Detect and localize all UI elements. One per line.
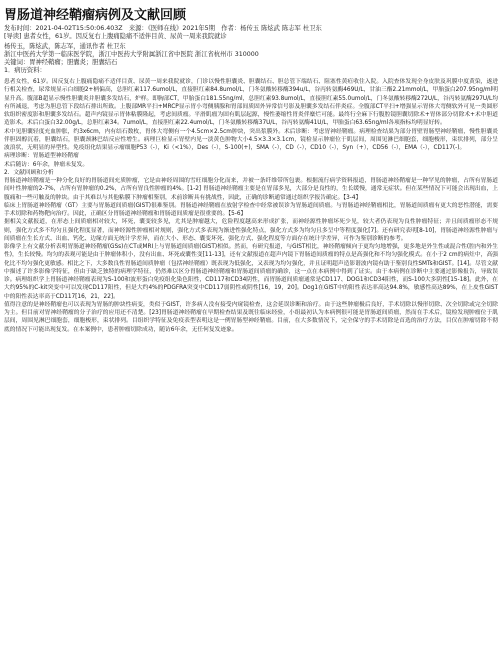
keywords-line: 关键词：胃神经鞘瘤；胆囊炎；胆囊结石 xyxy=(4,59,118,66)
section-heading-2: 2．文献回顾和分析 xyxy=(4,169,54,176)
article-body xyxy=(4,78,498,334)
authors-line: 杨传玉，陈炫武，陈志军，通讯作者 杜卫东 xyxy=(4,43,126,50)
affiliation-line: 浙江中医药大学第一临床医学院，浙江中医药大学附属浙江省中医院 浙江省杭州市 310000 xyxy=(4,51,259,58)
paragraph-case-history: 患者女性，61岁。因反复右上腹痛隐痛不适伴目黄、尿黄一周来我院就诊，门诊以慢性胆囊炎、胆囊结石、胆总管下端结石、阻塞性黄疸收住入院。入院查体发现全身皮肤及巩膜中度黄染，遂进行相关检查，尿常规显示白细胞2+柄偏高，总胆红素117.6umol/L，直接胆红素84.8umol/L，门冬氨酸转移酶394u/L，谷丙转氨酶469U/L，甘油三酯2.21mmol/L，甲胎蛋白207.95ng/ml明显升高。腹部B超显示慢性胆囊炎并胆囊多发结石，炉样。即胸部CT，甲胎蛋白181.55ng/ml，总胆红素93.8umol/L，直接胆红素55.0umol/L，门冬氨酸转移酶272U/L，谷丙转氨酶297U/L均有所减退，考虑为胆总管下段结石排出所致。上腹部MR平扫+MRCP显示胃小弯侧胰腺和胃部间质固外异常信号影及胆囊多发结石伴炎症。全腹部CT平扫+增强显示胃体大弯侧软外可见一类圆形软组织密度影和胆囊多发结石。超声内镜显示胃体粘膜隆起，考虑间质瘤。平滑肌瘤为固有肌层起源，慢性萎缩性胃炎伴糜烂可能。最终行全麻下行腹腔镜胆囊切除术+胃体部分切除术+术中胆道造影术。术后白蛋白32.00g/L，总胆红素34。7umol/L，直接胆红素22.4umol/L，门冬氨酸转移酶37U/L，谷丙转氨酶41U/L，甲胎蛋白63.65ng/ml各项指标均明显好转。 xyxy=(4,79,498,127)
article-title: 胃肠道神经鞘瘤病例及文献回顾 xyxy=(4,8,187,23)
publication-line: 发布时间：2021-04-02T15:50:06.403Z 来源：《医师在线》2021年5期 作者：杨传玉 陈炫武 陈志军 杜卫东 xyxy=(4,25,322,32)
paragraph-followup: 术后随访：6年余，肿瘤未复发。 xyxy=(4,161,89,168)
paragraph-diagnosis: 病理诊断：胃肠道型神经鞘瘤 xyxy=(4,153,79,160)
paragraph-review-1: 胃肠道神经鞘瘤是一种分化良好的胃肠道间充质肿瘤，它是由神经周围的雪旺细胞分化而来，并被一条纤维带所包裹。根据流行病学资料报道，胃肠道神经鞘瘤是一种罕见的肿瘤，占所有胃肠道间叶性肿瘤的2-7%，占所有胃肿瘤的0.2%，占所有胃良性肿瘤的4%。[1-2] 胃肠道神经鞘瘤主要是在胃部多见，大部分是良性的，生长缓慢，通常无症状。但在某些情况下可能会出现出血，上腹痛和一些可触及的肿块。由于其难以与其他粘膜下肿瘤相鉴别，术前诊断具有挑战性，因此，正确的诊断通常通过组织学报告确定。【3-4】 xyxy=(4,178,498,201)
section-heading-1: 1．病历资料： xyxy=(4,67,46,74)
paragraph-review-5: 值得注意的是神经鞘瘤也可以表现为胃肠的肿块性病变，类似于GIST，许多病人没有接受内窥镜检查，这会延误诊断和治疗。由于这些肿瘤极后良好，手术切除以慢形切除、次全切除或完全切除为主。但目前对胃神经鞘瘤的分子治疗的应用还不清楚。[23]胃肠道神经鞘瘤在早期检查结果及既往临床经验，小组最初认为本病例很可能是胃肠道间质瘤，然而在手术后，镜检发现肿瘤位于肌层间，周围见淋巴细胞套，细胞梭形，束状排列。目组织学特征及免疫表型表明这是一例胃肠型神经鞘瘤。目前，在大多数情况下，完全保守的手术切除是首选的治疗方法，目仅在肿瘤切除不彻底的情况下可能出现复发。在本案例中，患者肿瘤切除成功，随访6年余，无任何复发迹象。 xyxy=(4,301,498,333)
paragraph-review-2: 临床上胃肠道神经鞘瘤（GT）主要与胃肠道间质瘤(GIST)很难鉴别。胃肠道神经鞘瘤在放射学检查中经常被误诊为胃肠道间质瘤。与胃肠道神经鞘瘤相比，胃肠道间质瘤有更大的恶性潜能，需要手术切除和药物靶向治疗。因此，正确区分胃肠道神经鞘瘤和胃肠道间质瘤是很重要的。【5-6】 xyxy=(4,202,498,217)
lead-line: [导读] 患者女性，61岁。因反复右上腹痛隐痛不适伴目黄、尿黄一周来我院就诊 xyxy=(4,33,227,40)
paragraph-surgery: 术中见胆囊轻度充血肿胀，约3x6cm，内有结石数枚，胃体大弯侧有一个4.5cm×2.5cm肿块，突出浆膜外。术后诊断：考虑胃神经鞘瘤。病理检查结果为部分胃壁胃肠型神经鞘瘤，慢性胆囊炎伴胆固醇沉着，胆囊结石，胆囊颈淋巴结反应性增生。病理巨检显示胃壁内见一淡黄色肿物大小4.5×3.3×3.1cm，镜检显示肿瘤位于肌层间，周围见淋巴细胞套，细胞梭形，束状排列，部分呈波浪状，无明显的异型性。免疫组化结果显示瘤细胞P53（-），Ki（<1%），Des（-），S-100(+)，SMA（-），CD（-），CD10（-），Syn（+），CD56（-），EMA（-），CD117(-)。 xyxy=(4,128,498,151)
paragraph-review-3: 据相关文献报道，在形态上间质瘤相对较大，坏死，囊变较多见，尤其是肿瘤越大，危险程度越高来形成扩张，而神经源性肿瘤坏死少见，较大者仍表现为良性肿瘤特征；并且间质瘤形态不规则，强化方式多不均匀且强化程度显著，而神经源性肿瘤相对规则，强化方式多表现为渐进性强化特点，强化方式多为均匀且多呈中等程度强化[7]。还有研究表明[8-10]，胃肠道神经源性肿瘤与间质瘤在生长方式、出血、钙化、边缘方面无统计学差异，而在大小、形态、囊变坏死、强化方式、强化程度等方面存在统计学差异，可作为鉴别诊断的参考。 xyxy=(4,219,498,242)
paragraph-review-4: 影像学上有文献分析表明胃肠道神经鞘瘤(GSs)在CT或MRI上与胃肠道间质瘤(GIST)相似。然而，有研究报道，与GIST相比，神经鞘瘤倾向于更均匀地增强，更多地是外生性或混合性(腔内和外生性)，生长较慢。均匀的表观可能是由于肿瘤体积小，没有出血、坏死或囊性变[11-13]，还有文献报道在超声内镜下胃肠道间质瘤的特点是高强化和不均匀强化模式。在小于2 cm的病灶中，高强化比不均匀强化更敏感。相比之下，大多数良性胃肠道间质肿瘤（包括神经鞘瘤）既表现为低强化，又表现为均匀强化，并且证明超声造影谐波内镜有助于鉴别良性SMTs和GIST。[14]。尽管文献中描述了许多影像学特征，但由于缺乏独特的病理学特征，仍然难以区分胃肠道神经鞘瘤和胃肠道间质瘤的确诊，这一点在本病例中得到了证实。由于本病例在诊断中主要通过影像报告，导致误诊。病理组织学上胃肠道神经鞘瘤表现为S-100和波形蛋白免疫组化染色阳性，CD117和CD34阴性，而胃肠道间质瘤通常是CD117、DOG1和CD34阳性，而S-100大多阴性[15-18]。此外，在大约95%的C-kit突变中可以发现CD117阳性，但是大约4%的PDGFRA突变中CD117弱阴性或阴性[16，19，20]。Dog1在GIST中的阳性表达率高达94.8%，敏感性高达89%，在上皮性GIST中的阳性表达率高于CD117[16，21，22]。 xyxy=(4,244,498,300)
